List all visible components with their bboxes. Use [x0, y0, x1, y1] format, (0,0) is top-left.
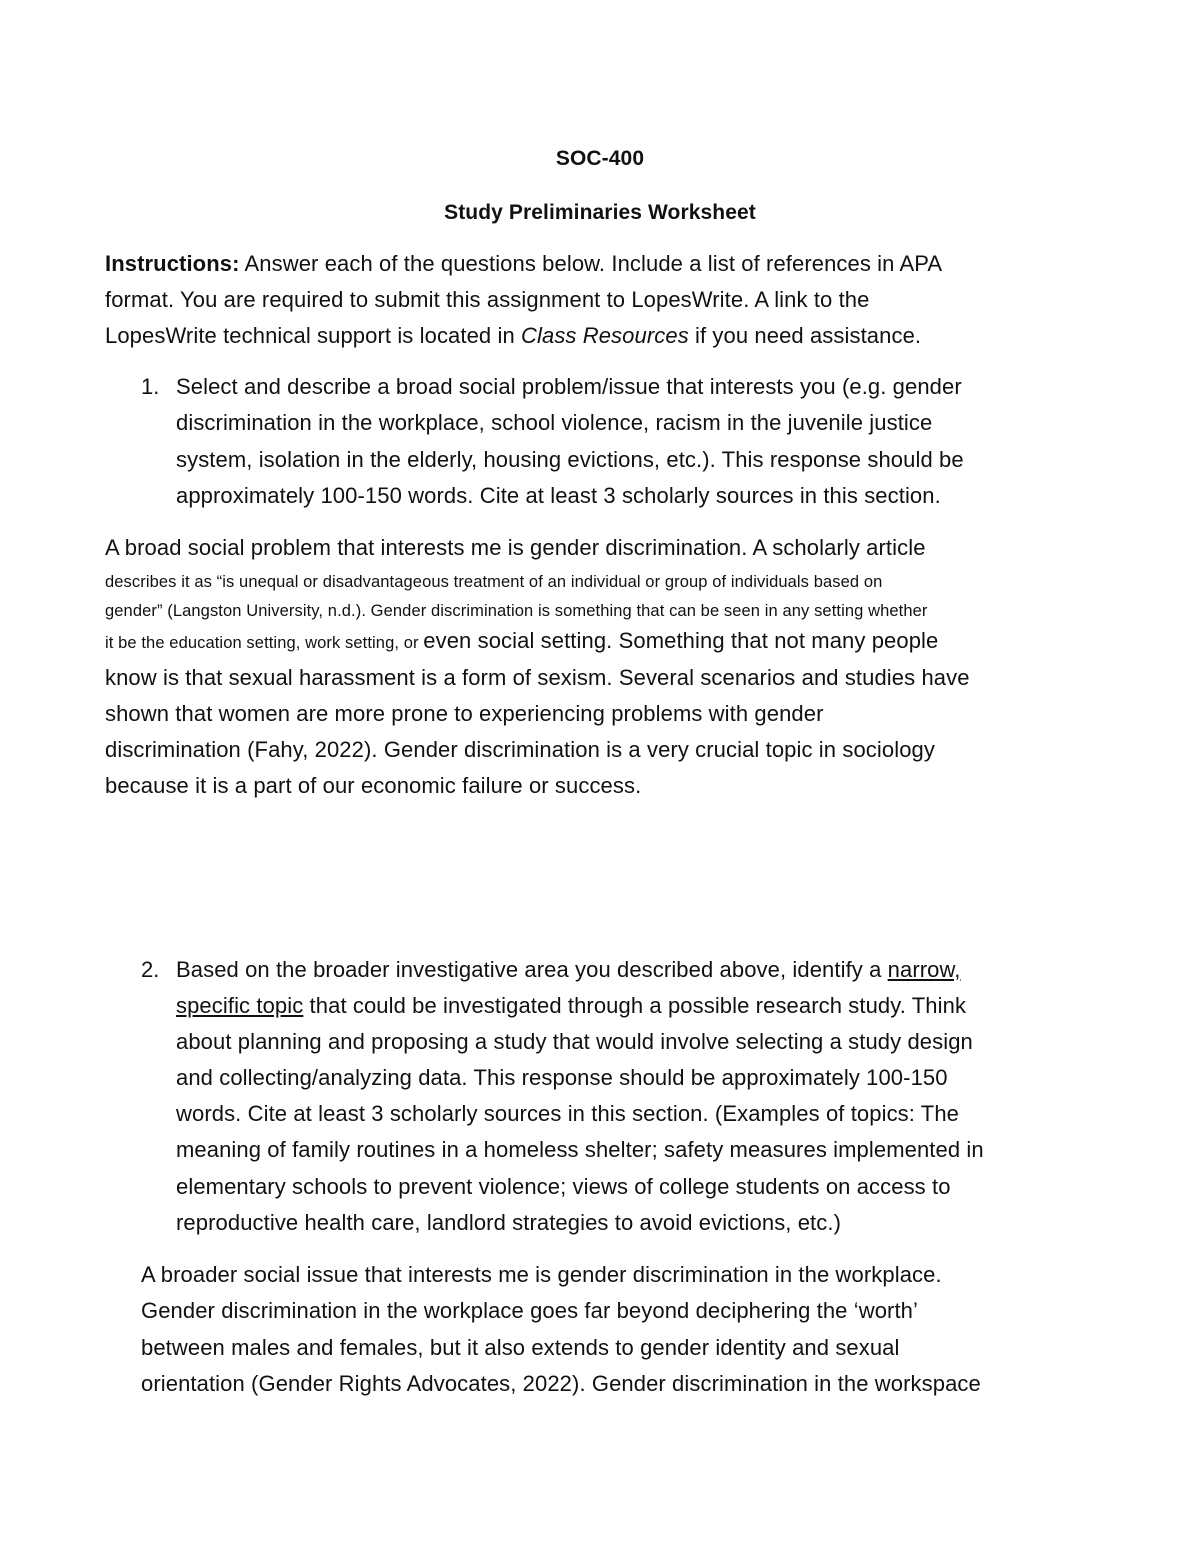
instructions-label: Instructions:	[105, 251, 240, 276]
question-1-line: system, isolation in the elderly, housing evictions, etc.). This response should be	[176, 447, 964, 472]
question-1-line: Select and describe a broad social problem/issue that interests you (e.g. gender	[176, 374, 962, 399]
answer-1-line: because it is a part of our economic failure or success.	[105, 773, 642, 798]
question-2-number: 2.	[141, 957, 160, 982]
answer-1-line: shown that women are more prone to experiencing problems with gender	[105, 701, 824, 726]
question-1-number: 1.	[141, 374, 160, 399]
worksheet-title: Study Preliminaries Worksheet	[444, 201, 756, 224]
answer-1-line: discrimination (Fahy, 2022). Gender discrimination is a very crucial topic in sociology	[105, 737, 935, 762]
answer-2-line: Gender discrimination in the workplace goes far beyond deciphering the ‘worth’	[141, 1298, 919, 1323]
narrow-underlined-text: narrow,	[887, 957, 961, 982]
answer-1-line: know is that sexual harassment is a form of sexism. Several scenarios and studies have	[105, 665, 970, 690]
answer-1-line: gender” (Langston University, n.d.). Gender discrimination is something that can be seen in any setting whether	[105, 602, 928, 620]
question-2-line: reproductive health care, landlord strategies to avoid evictions, etc.)	[176, 1210, 842, 1235]
instructions-line-2: format. You are required to submit this assignment to LopesWrite. A link to the	[105, 287, 870, 312]
question-2-line: Based on the broader investigative area you described above, identify a narrow,	[176, 957, 961, 982]
question-2-line: meaning of family routines in a homeless shelter; safety measures implemented in	[176, 1137, 984, 1162]
answer-1-line: A broad social problem that interests me is gender discrimination. A scholarly article	[105, 535, 926, 560]
answer-2-line: A broader social issue that interests me is gender discrimination in the workplace.	[141, 1262, 942, 1287]
question-2-line: and collecting/analyzing data. This response should be approximately 100-150	[176, 1065, 948, 1090]
instructions-line-3: LopesWrite technical support is located in Class Resources if you need assistance.	[105, 323, 922, 348]
question-2-line: elementary schools to prevent violence; views of college students on access to	[176, 1174, 951, 1199]
answer-2-line: between males and females, but it also extends to gender identity and sexual	[141, 1335, 900, 1360]
question-2-line: words. Cite at least 3 scholarly sources in this section. (Examples of topics: The	[176, 1101, 960, 1126]
question-1-line: discrimination in the workplace, school violence, racism in the juvenile justice	[176, 410, 933, 435]
class-resources-text: Class Resources	[521, 323, 689, 348]
question-1-line: approximately 100-150 words. Cite at least 3 scholarly sources in this section.	[176, 483, 941, 508]
answer-2-line: orientation (Gender Rights Advocates, 2022). Gender discrimination in the workspace	[141, 1371, 981, 1396]
question-2-line: about planning and proposing a study that would involve selecting a study design	[176, 1029, 973, 1054]
specific-topic-underlined-text: specific topic	[176, 993, 304, 1018]
question-2-line: specific topic that could be investigated through a possible research study. Think	[176, 993, 967, 1018]
answer-1-line: describes it as “is unequal or disadvantageous treatment of an individual or group of individuals based on	[105, 573, 883, 591]
course-code: SOC-400	[555, 147, 645, 170]
answer-1-line: it be the education setting, work setting, or even social setting. Something that not many people	[105, 628, 939, 653]
instructions-line-1: Instructions: Answer each of the questions below. Include a list of references in APA	[105, 251, 943, 276]
